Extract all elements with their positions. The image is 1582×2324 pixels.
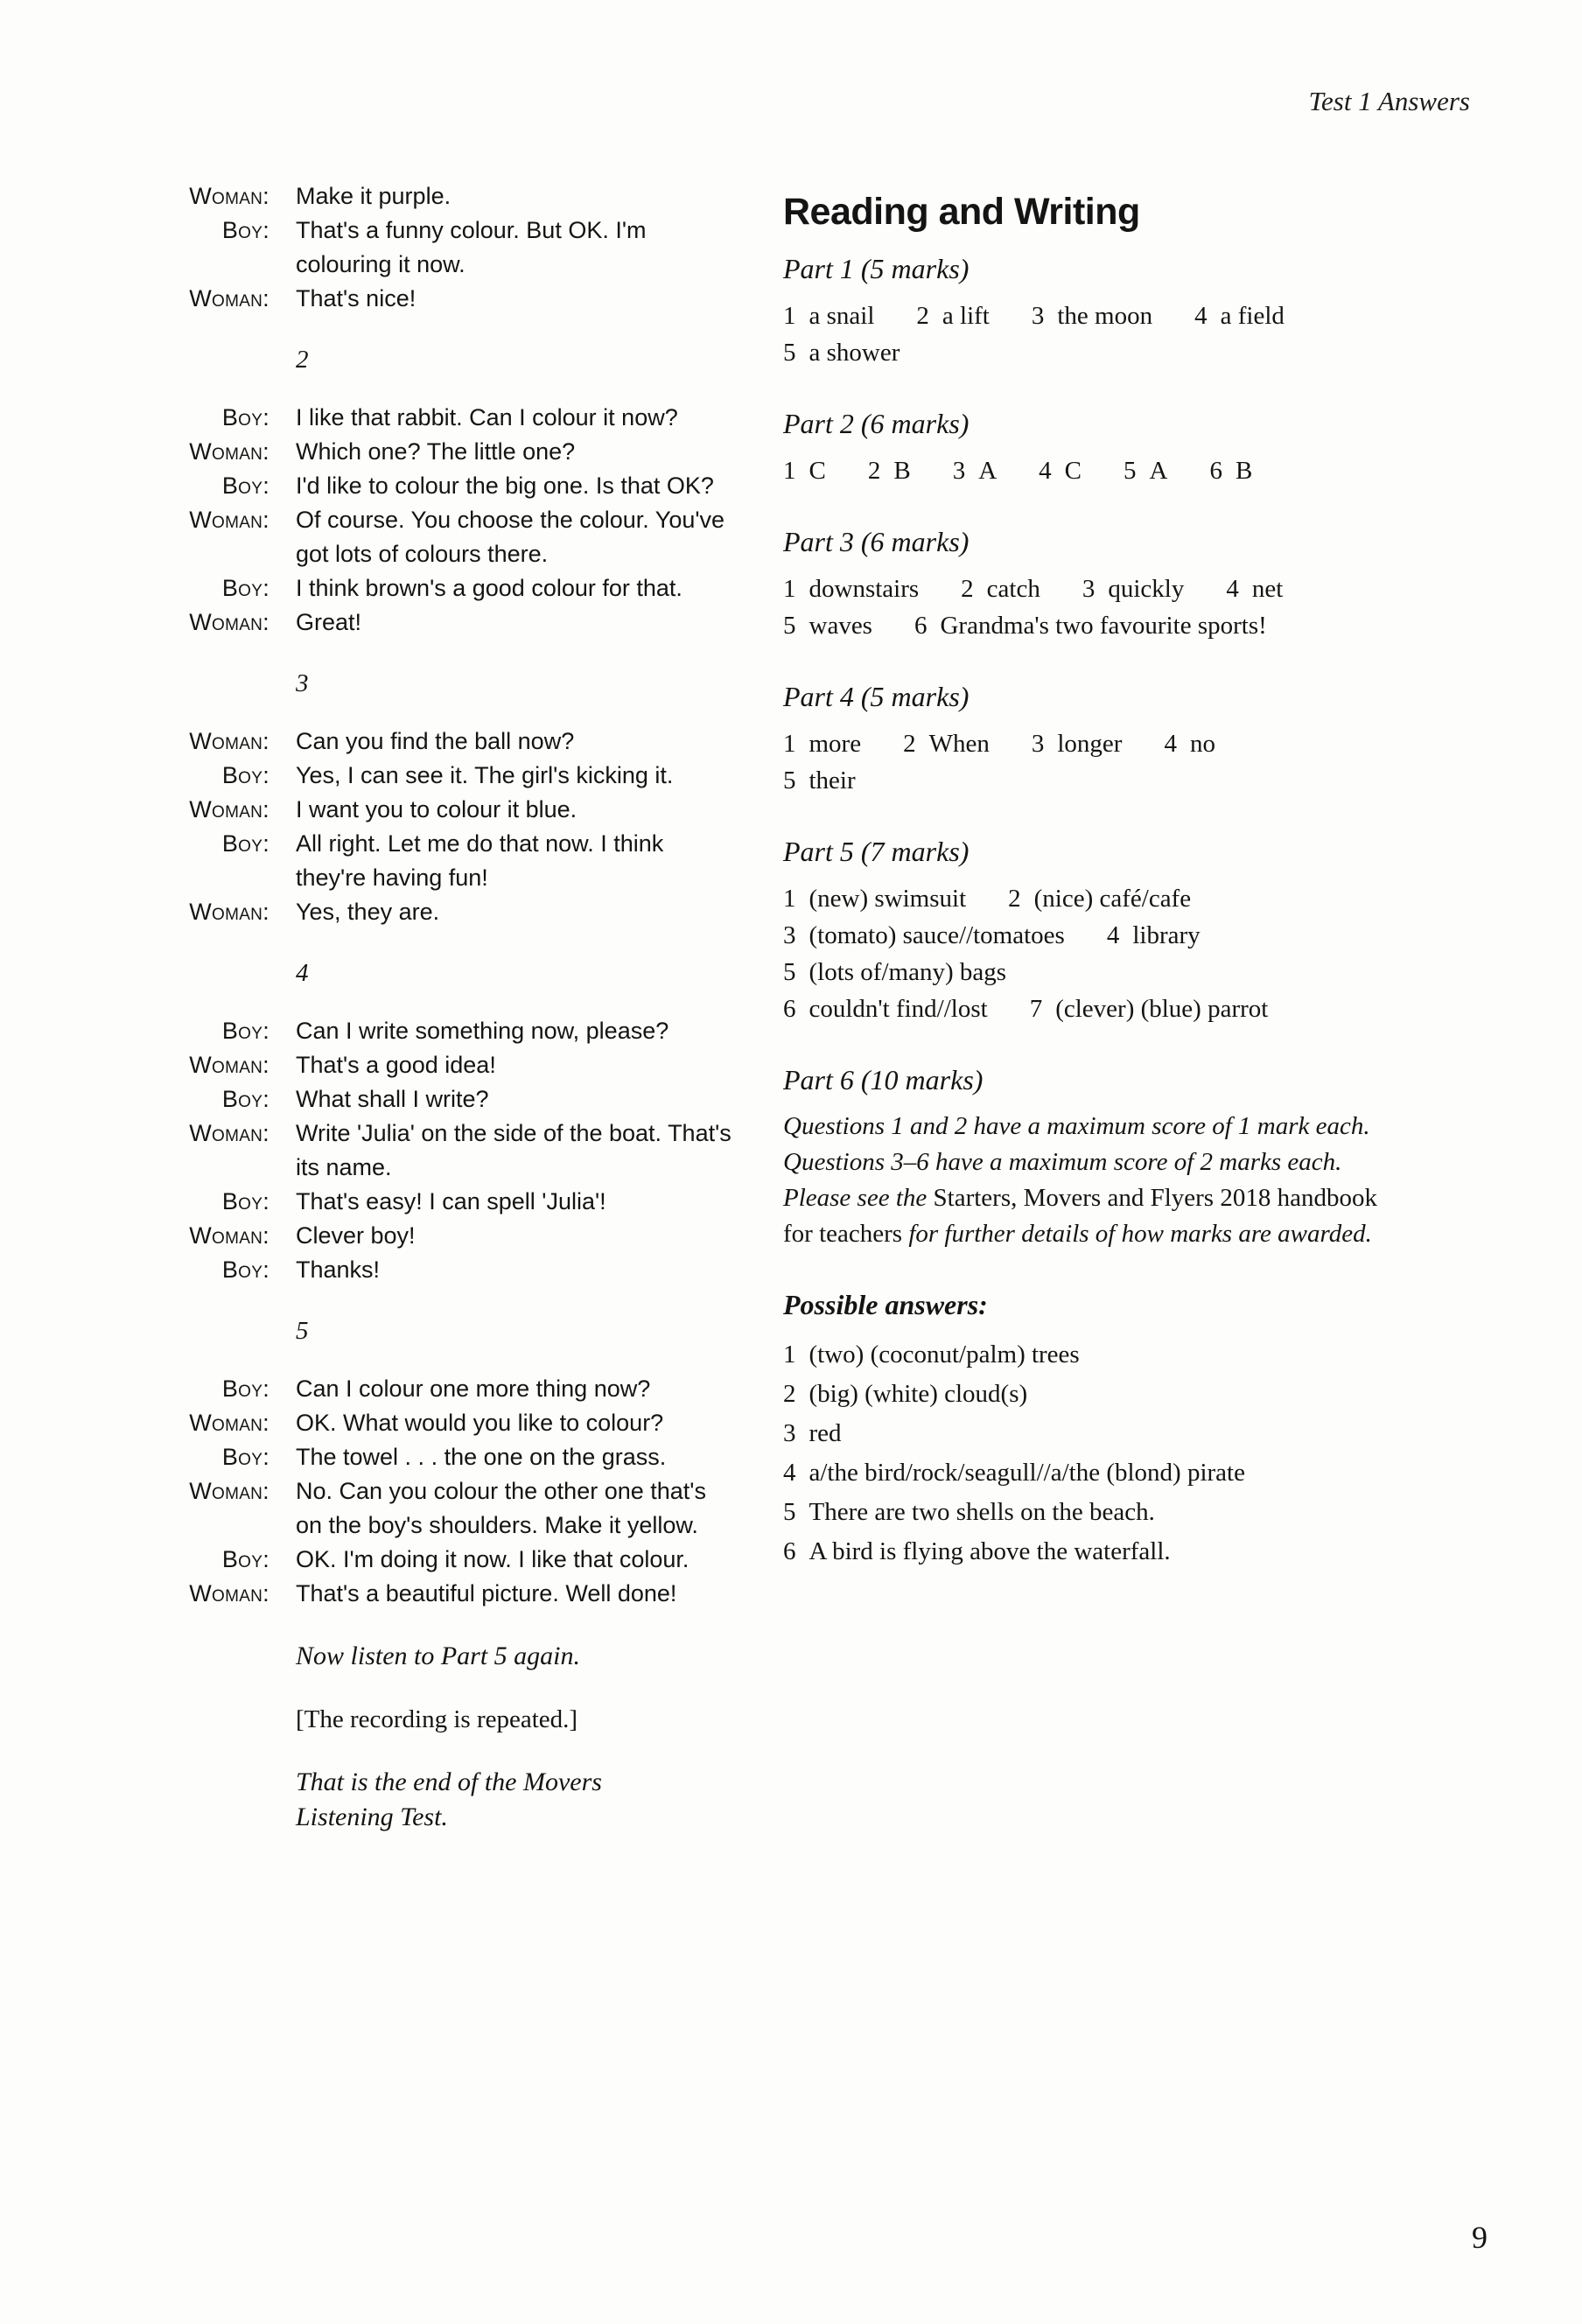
answer-number: 3 [1031, 302, 1045, 330]
section-number: 5 [296, 1317, 309, 1345]
answer-text: (new) swimsuit [808, 885, 967, 913]
answer-number: 6 [1209, 457, 1222, 485]
dialogue-text: Of course. You choose the colour. You've got lots of colours there. [296, 507, 725, 567]
dialogue-line [103, 1014, 742, 1048]
dialogue-line [103, 1116, 742, 1185]
answer-line [783, 954, 1409, 990]
dialogue-line [103, 1543, 742, 1577]
stage-note: [The recording is repeated.] [296, 1705, 578, 1733]
answer-item [783, 1453, 1245, 1493]
page-header-title: Test 1 Answers [1308, 86, 1470, 116]
speaker-label: Boy: [221, 1376, 270, 1402]
answer-item [1194, 298, 1284, 334]
answer-item [1226, 570, 1283, 607]
part6-scoring-note [783, 1109, 1409, 1252]
stage-note: Now listen to Part 5 again. [296, 1642, 581, 1670]
speaker-label: Boy: [221, 1256, 270, 1283]
dialogue-text: Which one? The little one? [296, 438, 576, 465]
answer-number: 5 [1123, 457, 1137, 485]
answer-line [783, 1414, 1409, 1453]
answer-number: 4 [1039, 457, 1052, 485]
dialogue-line [103, 1082, 742, 1116]
dialogue-text: No. Can you colour the other one that's on the boy's shoulders. Make it yellow. [296, 1478, 706, 1538]
section-number: 2 [296, 346, 309, 374]
answer-number: 5 [783, 1498, 796, 1526]
part-title: Part 5 (7 marks) [783, 836, 970, 867]
dialogue-line [103, 179, 742, 214]
answer-item [783, 1493, 1155, 1532]
paragraph-segment: Questions 1 and 2 have a maximum score of 1 mark each. Questions 3–6 have a maximum score of 2 marks each. Please see the [783, 1112, 1370, 1212]
answer-item [783, 298, 874, 334]
part-title: Part 3 (6 marks) [783, 526, 970, 557]
answer-number: 3 [783, 1419, 796, 1447]
answer-item [783, 917, 1065, 954]
answer-line [783, 334, 1409, 371]
answer-item [783, 725, 861, 762]
answer-text: downstairs [808, 575, 920, 603]
answer-line [783, 1493, 1409, 1532]
answer-item [783, 1532, 1171, 1572]
answer-text: B [893, 457, 911, 485]
paragraph-segment: for further details of how marks are awarded. [902, 1220, 1372, 1248]
answer-text: the moon [1057, 302, 1153, 330]
answer-number: 5 [783, 612, 796, 640]
speaker-label: Woman: [189, 796, 270, 822]
answer-item [783, 1335, 1080, 1375]
answer-text: When [928, 730, 990, 758]
speaker-label: Woman: [189, 728, 270, 754]
dialogue-line [103, 1185, 742, 1219]
dialogue-text: That's easy! I can spell 'Julia'! [296, 1188, 606, 1214]
dialogue-line [103, 606, 742, 640]
answer-item [961, 570, 1040, 607]
speaker-label: Boy: [221, 830, 270, 857]
dialogue-line [103, 401, 742, 435]
answer-line [783, 880, 1409, 917]
reading-writing-heading: Reading and Writing [783, 191, 1140, 233]
answer-line [783, 917, 1409, 954]
speaker-label: Boy: [221, 472, 270, 499]
answer-item [1008, 880, 1191, 917]
dialogue-line [103, 1474, 742, 1543]
answer-parts [783, 253, 1409, 1572]
answer-text: a lift [942, 302, 990, 330]
dialogue-text: That's nice! [296, 285, 416, 312]
answer-item [783, 880, 966, 917]
answer-number: 7 [1029, 995, 1043, 1023]
answer-number: 3 [783, 921, 796, 949]
dialogue-text: I like that rabbit. Can I colour it now? [296, 404, 678, 430]
speaker-label: Woman: [189, 183, 270, 209]
answer-text: (nice) café/cafe [1033, 885, 1192, 913]
answer-text: catch [986, 575, 1040, 603]
answer-text: (tomato) sauce//tomatoes [808, 921, 1065, 949]
answer-text: (two) (coconut/palm) trees [808, 1340, 1080, 1368]
answer-number: 1 [783, 885, 796, 913]
listening-transcript [103, 179, 742, 1835]
answer-number: 1 [783, 1340, 796, 1368]
answer-line [783, 1335, 1409, 1375]
dialogue-text: What shall I write? [296, 1086, 489, 1112]
answer-number: 5 [783, 958, 796, 986]
part-title: Part 2 (6 marks) [783, 408, 970, 439]
dialogue-text: Can you find the ball now? [296, 728, 575, 754]
answer-number: 1 [783, 575, 796, 603]
answer-number: 4 [1226, 575, 1239, 603]
dialogue-text: Write 'Julia' on the side of the boat. That's its name. [296, 1120, 732, 1180]
answer-item [914, 607, 1267, 644]
dialogue-text: Clever boy! [296, 1222, 416, 1249]
speaker-label: Woman: [189, 1052, 270, 1078]
answer-text: more [808, 730, 862, 758]
answer-number: 2 [961, 575, 974, 603]
speaker-label: Boy: [221, 575, 270, 601]
possible-answers-heading: Possible answers: [783, 1289, 988, 1320]
dialogue-text: The towel . . . the one on the grass. [296, 1444, 667, 1470]
answer-number: 5 [783, 766, 796, 794]
dialogue-line [103, 759, 742, 793]
answer-item [916, 298, 989, 334]
speaker-label: Boy: [221, 1546, 270, 1572]
answer-line [783, 1453, 1409, 1493]
answer-text: no [1189, 730, 1215, 758]
answer-text: waves [808, 612, 872, 640]
speaker-label: Boy: [221, 1188, 270, 1214]
dialogue-line [103, 1440, 742, 1474]
answer-number: 6 [783, 1537, 796, 1565]
section-number: 3 [296, 669, 309, 697]
dialogue-text: Yes, I can see it. The girl's kicking it. [296, 762, 674, 788]
answer-text: net [1251, 575, 1284, 603]
answer-line [783, 570, 1409, 607]
dialogue-line [103, 1253, 742, 1287]
dialogue-line [103, 1372, 742, 1406]
speaker-label: Boy: [221, 1086, 270, 1112]
answer-item [903, 725, 990, 762]
answer-number: 2 [916, 302, 929, 330]
answer-number: 3 [952, 457, 966, 485]
answer-text: longer [1057, 730, 1123, 758]
paragraph-segment: Starters, Movers and Flyers 2018 handbook for teachers [783, 1184, 1377, 1248]
dialogue-text: Yes, they are. [296, 899, 440, 925]
answer-text: a/the bird/rock/seagull//a/the (blond) pirate [808, 1459, 1245, 1487]
dialogue-text: That's a good idea! [296, 1052, 496, 1078]
answer-item [783, 452, 826, 489]
answer-item [1082, 570, 1185, 607]
dialogue-text: Make it purple. [296, 183, 452, 209]
dialogue-text: Thanks! [296, 1256, 381, 1283]
answer-text: C [808, 457, 826, 485]
answer-number: 6 [914, 612, 928, 640]
dialogue-text: Can I write something now, please? [296, 1018, 669, 1044]
part-title: Part 6 (10 marks) [783, 1064, 984, 1096]
dialogue-text: I think brown's a good colour for that. [296, 575, 682, 601]
answer-number: 4 [1106, 921, 1120, 949]
answer-item [1164, 725, 1215, 762]
dialogue-text: That's a beautiful picture. Well done! [296, 1580, 677, 1606]
speaker-label: Woman: [189, 507, 270, 533]
answer-item [1032, 298, 1152, 334]
answer-text: A [978, 457, 998, 485]
answer-item [1107, 917, 1200, 954]
dialogue-line [103, 503, 742, 571]
dialogue-text: That's a funny colour. But OK. I'm colouring it now. [296, 217, 647, 277]
speaker-label: Woman: [189, 438, 270, 465]
answer-item [783, 570, 919, 607]
answer-text: their [808, 766, 856, 794]
stage-note: That is the end of the Movers Listening Test. [296, 1768, 602, 1831]
answer-text: There are two shells on the beach. [808, 1498, 1155, 1526]
speaker-label: Woman: [189, 285, 270, 312]
answer-line [783, 1532, 1409, 1572]
speaker-label: Woman: [189, 1580, 270, 1606]
answer-text: a snail [808, 302, 875, 330]
answer-number: 3 [1031, 730, 1045, 758]
dialogue-line [103, 469, 742, 503]
answer-text: couldn't find//lost [808, 995, 988, 1023]
dialogue-line [103, 895, 742, 929]
answer-text: red [808, 1419, 842, 1447]
speaker-label: Woman: [189, 1478, 270, 1504]
answer-text: (clever) (blue) parrot [1055, 995, 1269, 1023]
dialogue-line [103, 793, 742, 827]
speaker-label: Boy: [221, 217, 270, 243]
dialogue-line [103, 435, 742, 469]
dialogue-line [103, 1406, 742, 1440]
answer-number: 2 [867, 457, 881, 485]
dialogue-text: All right. Let me do that now. I think they're having fun! [296, 830, 664, 891]
answer-text: A [1149, 457, 1168, 485]
answer-text: C [1064, 457, 1082, 485]
answer-item [1209, 452, 1252, 489]
speaker-label: Woman: [189, 1410, 270, 1436]
answer-item [783, 1414, 842, 1453]
answer-text: B [1235, 457, 1253, 485]
answer-item [1032, 725, 1123, 762]
answer-number: 3 [1082, 575, 1096, 603]
answer-item [1039, 452, 1082, 489]
answer-text: (big) (white) cloud(s) [808, 1380, 1028, 1408]
answer-line [783, 762, 1409, 799]
page-number: 9 [1472, 2220, 1488, 2255]
answer-line [783, 1375, 1409, 1414]
speaker-label: Woman: [189, 609, 270, 635]
answer-text: a field [1220, 302, 1284, 330]
answer-line [783, 607, 1409, 644]
answer-item [1030, 990, 1269, 1027]
answer-number: 1 [783, 457, 796, 485]
dialogue-text: I'd like to colour the big one. Is that OK? [296, 472, 714, 499]
answer-text: (lots of/many) bags [808, 958, 1007, 986]
answer-item [783, 607, 872, 644]
answer-line [783, 452, 1409, 489]
answer-item [1124, 452, 1167, 489]
part-title: Part 4 (5 marks) [783, 681, 970, 712]
answer-text: a shower [808, 339, 900, 367]
answer-number: 4 [1164, 730, 1177, 758]
answer-number: 1 [783, 302, 796, 330]
dialogue-line [103, 214, 742, 282]
dialogue-line [103, 1048, 742, 1082]
dialogue-line [103, 724, 742, 759]
answer-text: Grandma's two favourite sports! [940, 612, 1267, 640]
dialogue-text: I want you to colour it blue. [296, 796, 578, 822]
answer-item [783, 990, 988, 1027]
speaker-label: Boy: [221, 1018, 270, 1044]
answer-number: 4 [783, 1459, 796, 1487]
answer-number: 2 [783, 1380, 796, 1408]
answer-number: 2 [1008, 885, 1021, 913]
dialogue-line [103, 1577, 742, 1611]
answer-line [783, 298, 1409, 334]
answer-number: 4 [1194, 302, 1208, 330]
dialogue-text: OK. What would you like to colour? [296, 1410, 664, 1436]
answer-item [783, 762, 856, 799]
answer-text: library [1132, 921, 1200, 949]
answer-item [783, 334, 900, 371]
dialogue-line [103, 571, 742, 606]
dialogue-text: Can I colour one more thing now? [296, 1376, 651, 1402]
answer-number: 6 [783, 995, 796, 1023]
part-title: Part 1 (5 marks) [783, 253, 970, 284]
answer-number: 1 [783, 730, 796, 758]
speaker-label: Woman: [189, 1222, 270, 1249]
answer-item [953, 452, 997, 489]
dialogue-line [103, 1219, 742, 1253]
speaker-label: Woman: [189, 899, 270, 925]
answer-number: 5 [783, 339, 796, 367]
section-number: 4 [296, 959, 309, 987]
answer-line [783, 725, 1409, 762]
answer-item [868, 452, 911, 489]
answer-item [783, 1375, 1027, 1414]
answer-text: quickly [1108, 575, 1185, 603]
speaker-label: Boy: [221, 1444, 270, 1470]
answer-item [783, 954, 1006, 990]
answer-number: 2 [903, 730, 916, 758]
answer-text: A bird is flying above the waterfall. [808, 1537, 1171, 1565]
dialogue-text: OK. I'm doing it now. I like that colour. [296, 1546, 690, 1572]
speaker-label: Boy: [221, 404, 270, 430]
dialogue-line [103, 282, 742, 316]
speaker-label: Boy: [221, 762, 270, 788]
reading-writing-section [783, 191, 1409, 1572]
dialogue-line [103, 827, 742, 895]
speaker-label: Woman: [189, 1120, 270, 1146]
dialogue-text: Great! [296, 609, 362, 635]
answer-line [783, 990, 1409, 1027]
